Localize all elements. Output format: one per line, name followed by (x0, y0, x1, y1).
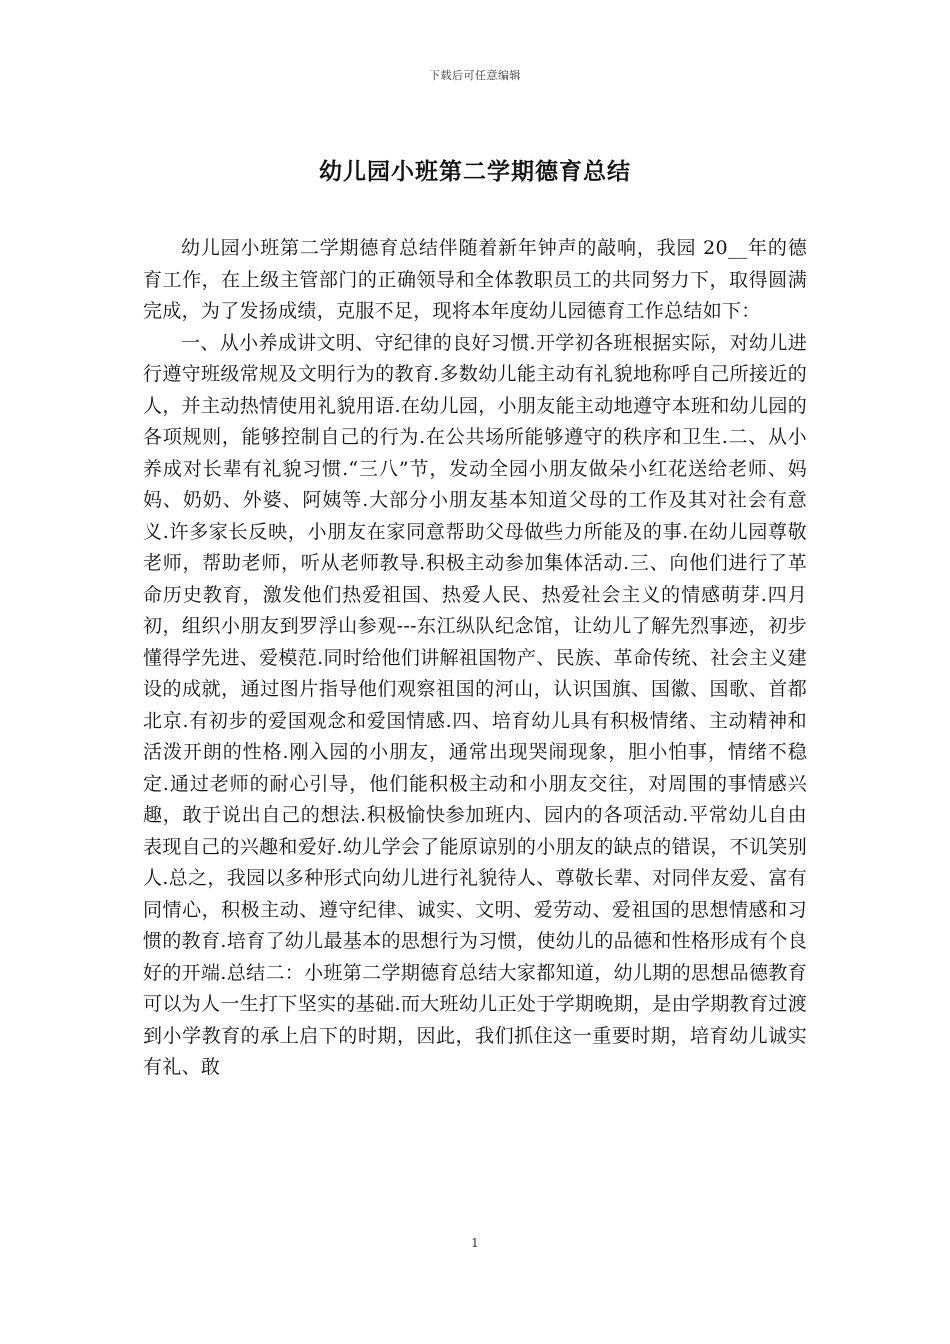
header-note: 下载后可任意编辑 (429, 69, 521, 82)
page-title: 幼儿园小班第二学期德育总结 (319, 159, 631, 185)
page-number: 1 (471, 1236, 479, 1250)
body-paragraph-main: 一、从小养成讲文明、守纪律的良好习惯.开学初各班根据实际，对幼儿进行遵守班级常规及文明行为的教育.多数幼儿能主动有礼貌地称呼自己所接近的人，并主动热情使用礼貌用语.在幼儿园，小朋友能主动地遵守本班和幼儿园的各项规则，能够控制自己的行为.在公共场所能够遵守的秩序和卫生.二、从小养成对长辈有礼貌习惯.“三八”节，发动全园小朋友做朵小红花送给老师、妈妈、奶奶、外婆、阿姨等.大部分小朋友基本知道父母的工作及其对社会有意义.许多家长反映，小朋友在家同意帮助父母做些力所能及的事.在幼儿园尊敬老师，帮助老师，听从老师教导.积极主动参加集体活动.三、向他们进行了革命历史教育，激发他们热爱祖国、热爱人民、热爱社会主义的情感萌芽.四月初，组织小朋友到罗浮山参观---东江纵队纪念馆，让幼儿了解先烈事迹，初步懂得学先进、爱模范.同时给他们讲解祖国物产、民族、革命传统、社会主义建设的成就，通过图片指导他们观察祖国的河山，认识国旗、国徽、国歌、首都北京.有初步的爱国观念和爱国情感.四、培育幼儿具有积极情绪、主动精神和活泼开朗的性格.刚入园的小朋友，通常出现哭闹现象，胆小怕事，情绪不稳定.通过老师的耐心引导，他们能积极主动和小朋友交往，对周围的事情感兴趣，敢于说出自己的想法.积极愉快参加班内、园内的各项活动.平常幼儿自由表现自己的兴趣和爱好.幼儿学会了能原谅别的小朋友的缺点的错误，不讥笑别人.总之，我园以多种形式向幼儿进行礼貌待人、尊敬长辈、对同伴友爱、富有同情心，积极主动、遵守纪律、诚实、文明、爱劳动、爱祖国的思想情感和习惯的教育.培育了幼儿最基本的思想行为习惯，使幼儿的品德和性格形成有个良好的开端.总结二：小班第二学期德育总结大家都知道，幼儿期的思想品德教育可以为人一生打下坚实的基础.而大班幼儿正处于学期晚期，是由学期教育过渡到小学教育的承上启下的时期，因此，我们抓住这一重要时期，培育幼儿诚实有礼、敢 (143, 331, 807, 1078)
document-body (143, 233, 807, 1084)
body-paragraph-intro: 幼儿园小班第二学期德育总结伴随着新年钟声的敲响，我园 20__年的德育工作，在上级主管部门的正确领导和全体教职员工的共同努力下，取得圆满完成，为了发扬成绩，克服不足，现将本年度幼儿园德育工作总结如下： (143, 237, 807, 322)
